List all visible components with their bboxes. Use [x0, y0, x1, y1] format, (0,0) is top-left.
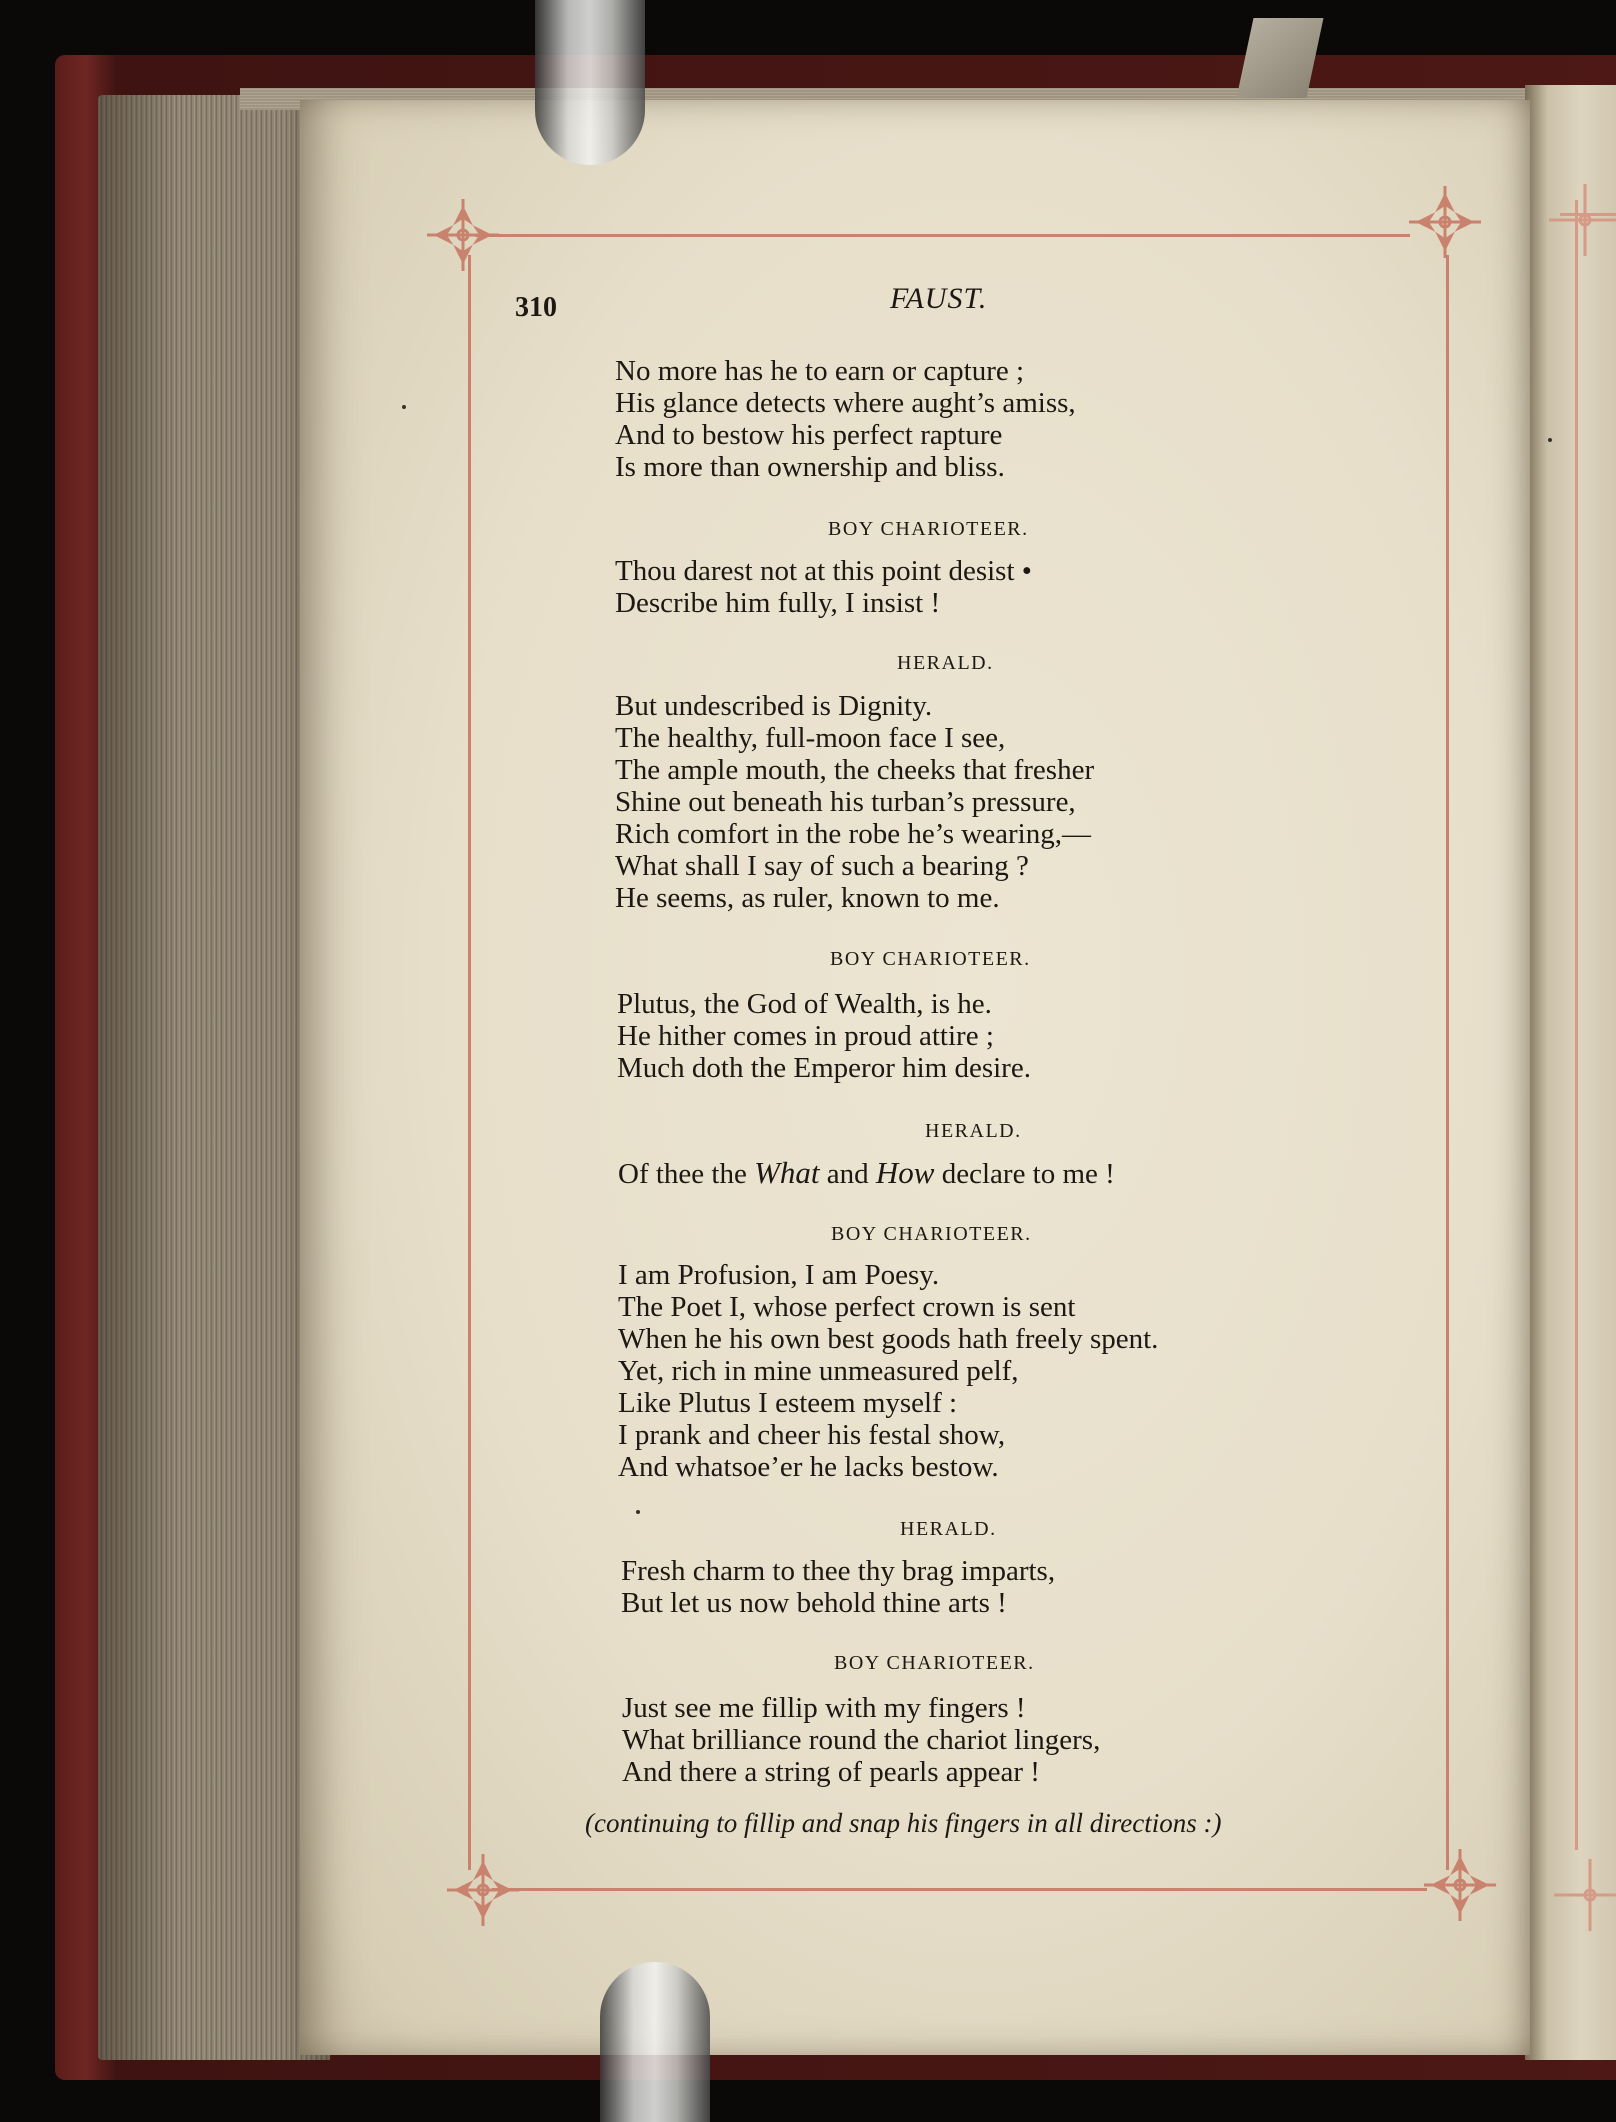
herald-question-before: Of thee the: [618, 1158, 755, 1190]
verse-line: Fresh charm to thee thy brag imparts,: [621, 1555, 1056, 1587]
herald-question-what: What: [754, 1155, 820, 1190]
verse-line: Thou darest not at this point desist •: [615, 555, 1032, 587]
herald-question-how: How: [875, 1155, 935, 1190]
speaker-name: BOY CHARIOTEER.: [830, 948, 1031, 970]
verse-line: No more has he to earn or capture ;: [615, 355, 1025, 387]
verse-line: What shall I say of such a bearing ?: [615, 850, 1029, 882]
verse-line: And to bestow his perfect rapture: [615, 419, 1003, 451]
verse-line: I am Profusion, I am Poesy.: [618, 1259, 940, 1291]
verse-line: Much doth the Emperor him desire.: [617, 1052, 1031, 1084]
page-clip-top: [535, 0, 645, 165]
speaker-name: BOY CHARIOTEER.: [831, 1223, 1032, 1245]
verse-line: Shine out beneath his turban’s pressure,: [615, 786, 1076, 818]
verse-line: What brilliance round the chariot lingers,: [622, 1724, 1101, 1756]
speaker-name: HERALD.: [925, 1120, 1022, 1142]
verse-block: [615, 355, 1076, 483]
corner-ornament-icon: [1405, 182, 1485, 262]
herald-question-line: [618, 1155, 1115, 1191]
verse-line: He seems, as ruler, known to me.: [615, 882, 1000, 914]
verse-line: The ample mouth, the cheeks that fresher: [615, 754, 1095, 786]
verse-line: But let us now behold thine arts !: [621, 1587, 1007, 1619]
verse-block: [622, 1692, 1100, 1788]
facing-frame-rule: [1575, 200, 1578, 1850]
facing-page-edge: [1525, 85, 1616, 2060]
facing-ornament-icon: [1550, 1855, 1616, 1935]
running-head: FAUST.: [890, 282, 988, 315]
verse-line: Plutus, the God of Wealth, is he.: [617, 988, 992, 1020]
verse-block: [618, 1259, 1158, 1483]
verse-line: Like Plutus I esteem myself :: [618, 1387, 958, 1419]
corner-ornament-icon: [1420, 1845, 1500, 1925]
speaker-name: BOY CHARIOTEER.: [828, 518, 1029, 540]
page-number: 310: [515, 292, 557, 323]
verse-line: Just see me fillip with my fingers !: [622, 1692, 1026, 1724]
verse-block: [615, 555, 1032, 619]
paper-speck: [636, 1510, 640, 1514]
frame-right-rule: [1446, 255, 1449, 1870]
paper-speck: [1548, 438, 1552, 442]
verse-block: [615, 690, 1094, 914]
verse-line: His glance detects where aught’s amiss,: [615, 387, 1076, 419]
page-clip-bottom: [600, 1962, 710, 2122]
verse-line: I prank and cheer his festal show,: [618, 1419, 1006, 1451]
speaker-name: HERALD.: [900, 1518, 997, 1540]
speaker-name: HERALD.: [897, 652, 994, 674]
verse-line: He hither comes in proud attire ;: [617, 1020, 994, 1052]
verse-line: And there a string of pearls appear !: [622, 1756, 1040, 1788]
verse-line: Yet, rich in mine unmeasured pelf,: [618, 1355, 1019, 1387]
verse-line: Describe him fully, I insist !: [615, 587, 941, 619]
verse-line: Is more than ownership and bliss.: [615, 451, 1005, 483]
frame-left-rule: [468, 255, 471, 1870]
facing-ornament-icon: [1545, 180, 1616, 260]
frame-top-rule: [475, 234, 1410, 237]
verse-line: The Poet I, whose perfect crown is sent: [618, 1291, 1076, 1323]
corner-ornament-icon: [443, 1850, 523, 1930]
verse-line: When he his own best goods hath freely spent.: [618, 1323, 1159, 1355]
stage-direction: (continuing to fillip and snap his fingers in all directions :): [585, 1808, 1222, 1838]
verse-line: The healthy, full-moon face I see,: [615, 722, 1006, 754]
page-block-shadow: [98, 95, 330, 2060]
verse-block: [621, 1555, 1055, 1619]
verse-block: [617, 988, 1031, 1084]
frame-bottom-rule: [492, 1888, 1427, 1891]
verse-line: Rich comfort in the robe he’s wearing,—: [615, 818, 1091, 850]
corner-ornament-icon: [423, 195, 503, 275]
speaker-name: BOY CHARIOTEER.: [834, 1652, 1035, 1674]
paper-speck: [402, 405, 406, 409]
herald-question-after: declare to me !: [934, 1158, 1115, 1190]
verse-line: And whatsoe’er he lacks bestow.: [618, 1451, 999, 1483]
verse-line: But undescribed is Dignity.: [615, 690, 933, 722]
herald-question-middle: and: [819, 1158, 876, 1190]
